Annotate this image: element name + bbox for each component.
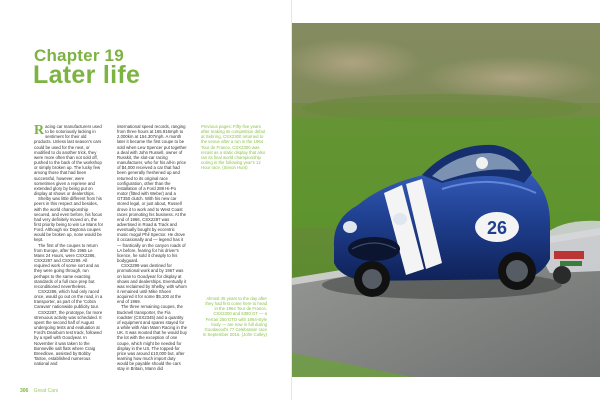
right-page	[292, 0, 600, 400]
race-car-photo	[292, 23, 600, 377]
paragraph: The first of the coupes to return from Europe, after the 1965 Le Mans 24 Hours, were CSX2286, CSX2287 and CSX2299. All required work of some sort and as they were going through, run perhaps to the same exacting standards of a full race prep but reconditioned nevertheless.	[34, 242, 99, 289]
chapter-title: Later life	[33, 61, 141, 89]
page-footer	[20, 388, 58, 394]
paragraph: international speed records, ranging from three hours at 165.916mph to 2,000km at 154.307mph. A month later it became the first coupe to be sold when Lew Spencer put together a deal with John Russell, owner of Russkit, the slot-car racing manufacturer, who for his all-in price of $4,000 received a car that had been generally freshened up and returned to its original race configuration, other than the installation of a Ford 289 Hi-Po motor (fitted with Weber) and a GT350 clutch. With his new car stored legal, or just about, Russell drove it to work and to West Coast races promoting his business. At the end of 1966, CSX2287 was advertised in Road & Track and eventually bought by eccentric music mogul Phil Spector. He drove it occasionally and — legend has it — frantically on the canyon roads of LA before, fearing for his driver's licence, he sold it cheaply to his bodyguard.	[117, 124, 187, 264]
left-page	[0, 0, 291, 400]
page-number: 306	[20, 388, 29, 394]
photo-caption: Almost 45 years to the day after they had first come here to head in the 1964 Tour de France, CSX2300 and 6380 GT — a Ferrari 250 GTO with 1964-style body — are now in full during Goodwood's 77 Celebration race in September 2016. (John Colley)	[202, 296, 267, 338]
paragraph: The three remaining coupes, the Bucknell transporter, the Fia roadster (CSX2345) and a quantity of equipment and spares stayed for a while with Alan Mann Racing in the UK. It was mooted that he would buy the lot with the exception of one coupe, which might be needed for display in the US. The topped-for price was around £10,000 but, after learning how much import duty would be payable should the cars stay in Britain, Mann did	[117, 304, 187, 372]
chapter-label: Chapter 19	[34, 46, 124, 65]
paragraph: Shelby was little different from his peers in this respect and besides, with the world championship secured, and even before, his focus had very definitely moved on, the first priority being to win Le Mans for Ford. Although six Daytona coupes would be broken up, none would be kept.	[34, 196, 104, 243]
paragraph: CSX2286, which had only raced once, would go out on the road, in a transporter, as part of the 'Cobra Caravan' nationwide publicity tour.	[34, 289, 103, 310]
race-number: 26	[486, 218, 508, 238]
paragraph: CSX2287, the prototype, far more strenuous activity was scheduled. It spent the second half of August undergoing tests and evaluation at Ford's Dearborn test track, followed by a spell with Goodyear. In November it was taken to the Bonneville salt flats where Craig Breedlove, assisted by Bobby Tatroe, established numerous national and	[34, 309, 103, 367]
body-column-2	[117, 124, 187, 382]
sidebar-caption: Previous pages: Fifty-five years after making its competition debut at Sebring, CSX2300 returned to the venue after a run in the 1964 Tour de France, CSX2300 was recast as a static display that also ran its final world championship outing in the following year's 12 Hour race. (Simon Hunt)	[201, 124, 266, 171]
body-column-1	[34, 124, 104, 382]
paragraph: CSX2299 was destined for promotional work and by 1967 was on loan to Goodyear for display at shows and dealerships. Eventually it was reclaimed by Shelby, with whom it remained until Mike Shoen acquired it for some $5,100 at the end of 1969.	[117, 263, 187, 305]
paragraph: Racing car manufacturers used to be notoriously lacking in sentiment for their old products. Unless last season's cars could be used for the next, or modified to do another trick, they were more often than not sold off, pushed to the back of the workshop or simply broken up. The lucky few among those that had been successful, however, were sometimes given a reprieve and extended glory by being put on display at shows or dealerships.	[34, 124, 102, 197]
running-head: Great Cars	[33, 388, 59, 394]
